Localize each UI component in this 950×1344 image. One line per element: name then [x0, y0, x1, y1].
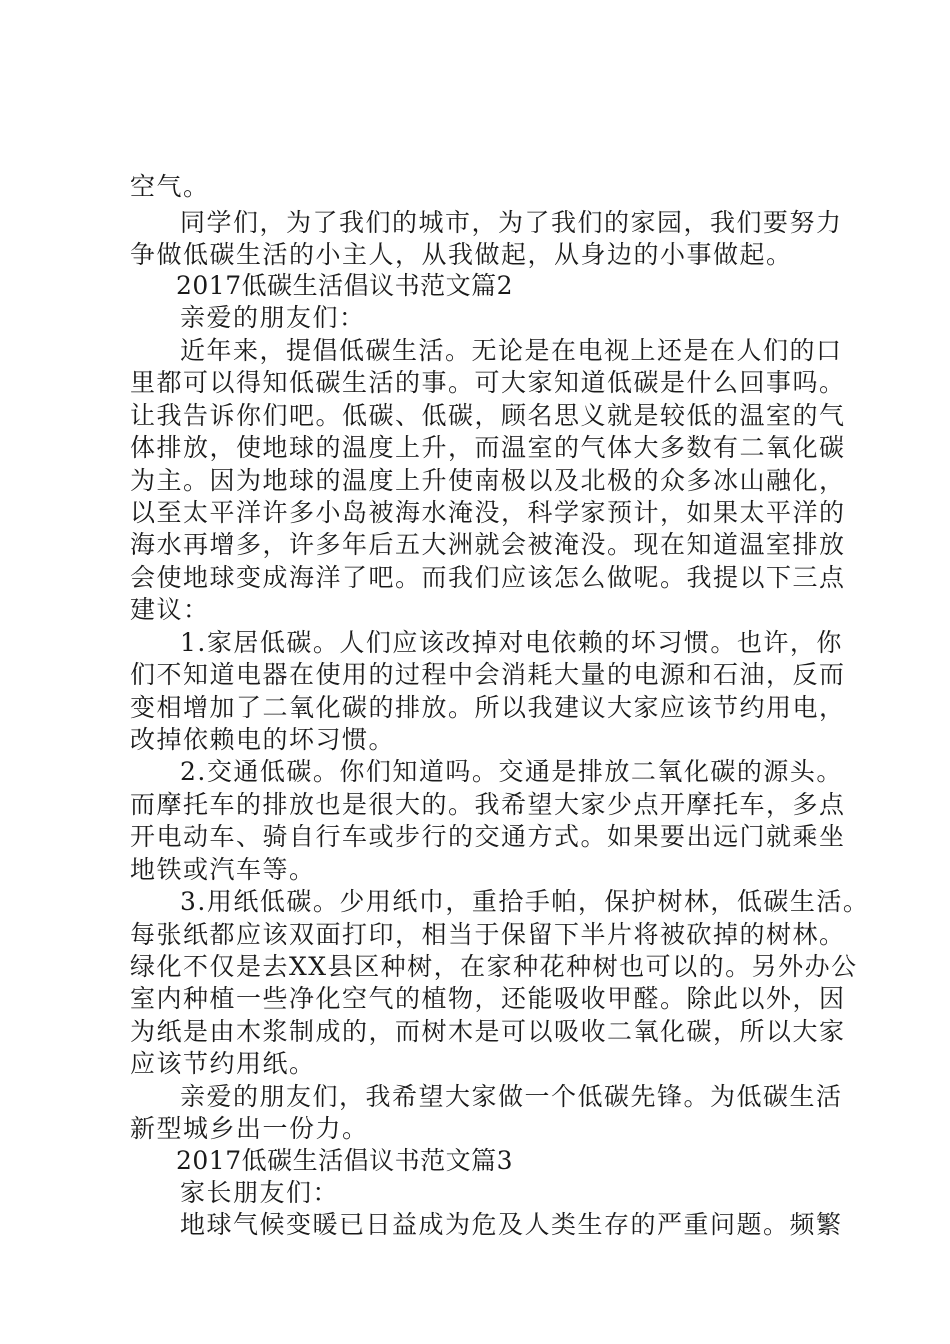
text-line: 争做低碳生活的小主人，从我做起，从身边的小事做起。: [130, 240, 793, 269]
text-line: 为主。因为地球的温度上升使南极以及北极的众多冰山融化，: [130, 466, 846, 495]
text-line: 地球气候变暖已日益成为危及人类生存的严重问题。频繁: [180, 1210, 843, 1239]
text-line: 绿化不仅是去XX县区种树，在家种花种树也可以的。另外办公: [130, 952, 858, 981]
text-line: 3.用纸低碳。少用纸巾，重拾手帕，保护树林，低碳生活。: [180, 887, 870, 916]
text-line: 每张纸都应该双面打印，相当于保留下半片将被砍掉的树林。: [130, 920, 846, 949]
text-line: 近年来，提倡低碳生活。无论是在电视上还是在人们的口: [180, 336, 843, 365]
text-line: 而摩托车的排放也是很大的。我希望大家少点开摩托车，多点: [130, 790, 846, 819]
text-line: 变相增加了二氧化碳的排放。所以我建议大家应该节约用电，: [130, 693, 846, 722]
text-line: 新型城乡出一份力。: [130, 1114, 369, 1143]
text-line: 开电动车、骑自行车或步行的交通方式。如果要出远门就乘坐: [130, 822, 846, 851]
text-line: 建议：: [130, 595, 210, 624]
text-line: 为纸是由木浆制成的，而树木是可以吸收二氧化碳，所以大家: [130, 1017, 846, 1046]
text-line: 让我告诉你们吧。低碳、低碳，顾名思义就是较低的温室的气: [130, 401, 846, 430]
text-line: 地铁或汽车等。: [130, 855, 316, 884]
text-line: 空气。: [130, 172, 210, 201]
text-line: 会使地球变成海洋了吧。而我们应该怎么做呢。我提以下三点: [130, 563, 846, 592]
text-line: 2.交通低碳。你们知道吗。交通是排放二氧化碳的源头。: [180, 757, 843, 786]
text-line: 同学们，为了我们的城市，为了我们的家园，我们要努力: [180, 208, 843, 237]
text-line: 体排放，使地球的温度上升，而温室的气体大多数有二氧化碳: [130, 433, 846, 462]
text-line: 里都可以得知低碳生活的事。可大家知道低碳是什么回事吗。: [130, 368, 846, 397]
text-line: 1.家居低碳。人们应该改掉对电依赖的坏习惯。也许，你: [180, 628, 843, 657]
section-heading: 2017低碳生活倡议书范文篇3: [176, 1146, 514, 1175]
text-line: 应该节约用纸。: [130, 1049, 316, 1078]
text-line: 亲爱的朋友们，我希望大家做一个低碳先锋。为低碳生活: [180, 1082, 843, 1111]
text-line: 们不知道电器在使用的过程中会消耗大量的电源和石油，反而: [130, 660, 846, 689]
text-line: 海水再增多，许多年后五大洲就会被淹没。现在知道温室排放: [130, 530, 846, 559]
text-line: 以至太平洋许多小岛被海水淹没，科学家预计，如果太平洋的: [130, 498, 846, 527]
text-line: 室内种植一些净化空气的植物，还能吸收甲醛。除此以外，因: [130, 984, 846, 1013]
salutation: 家长朋友们：: [180, 1178, 340, 1207]
section-heading: 2017低碳生活倡议书范文篇2: [176, 271, 514, 300]
text-line: 改掉依赖电的坏习惯。: [130, 725, 396, 754]
salutation: 亲爱的朋友们：: [180, 303, 366, 332]
